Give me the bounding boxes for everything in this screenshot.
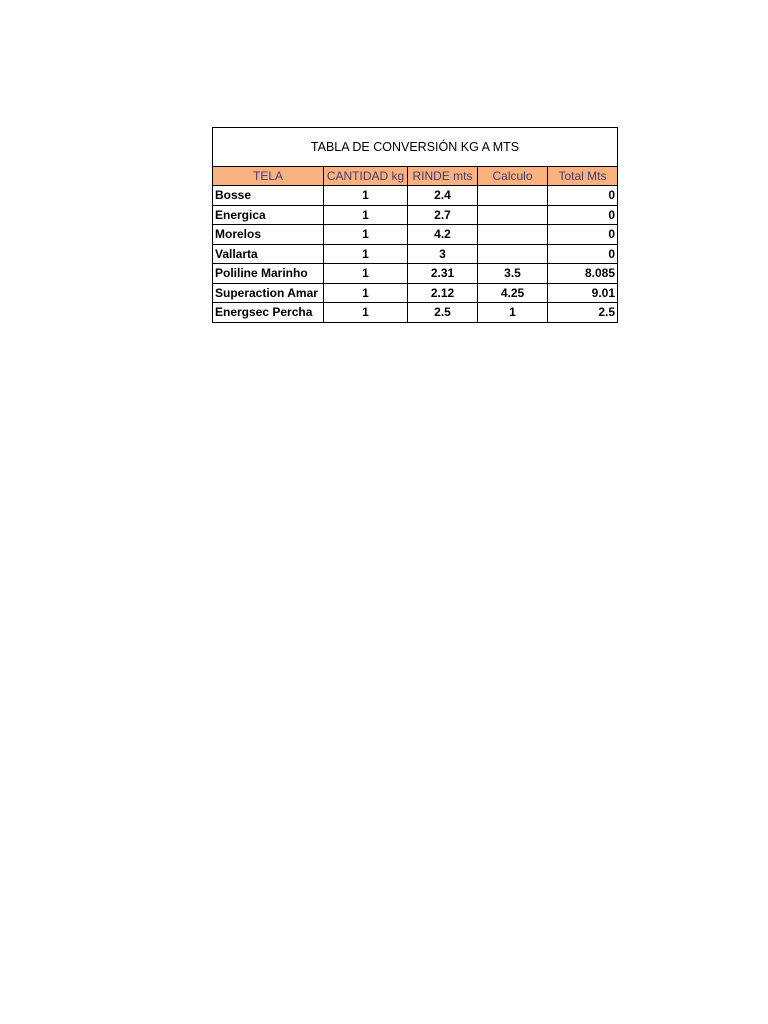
cell-calculo: 1 xyxy=(478,303,548,323)
cell-rinde: 2.4 xyxy=(408,186,478,206)
cell-calculo: 4.25 xyxy=(478,283,548,303)
cell-calculo xyxy=(478,225,548,245)
cell-cantidad: 1 xyxy=(324,303,408,323)
cell-total: 0 xyxy=(548,186,618,206)
cell-cantidad: 1 xyxy=(324,264,408,284)
cell-cantidad: 1 xyxy=(324,283,408,303)
cell-total: 0 xyxy=(548,225,618,245)
table-row xyxy=(213,283,618,303)
cell-rinde: 2.12 xyxy=(408,283,478,303)
table-row xyxy=(213,225,618,245)
table-title: TABLA DE CONVERSIÓN KG A MTS xyxy=(213,128,618,167)
cell-calculo xyxy=(478,244,548,264)
cell-total: 0 xyxy=(548,205,618,225)
cell-calculo: 3.5 xyxy=(478,264,548,284)
table-row xyxy=(213,244,618,264)
cell-cantidad: 1 xyxy=(324,186,408,206)
table-row xyxy=(213,186,618,206)
cell-rinde: 3 xyxy=(408,244,478,264)
cell-tela: Bosse xyxy=(213,186,324,206)
table-header-row xyxy=(213,167,618,186)
cell-rinde: 2.5 xyxy=(408,303,478,323)
cell-total: 0 xyxy=(548,244,618,264)
cell-total: 8.085 xyxy=(548,264,618,284)
cell-total: 2.5 xyxy=(548,303,618,323)
table-row xyxy=(213,205,618,225)
table-row xyxy=(213,264,618,284)
conversion-table xyxy=(212,127,618,323)
cell-tela: Superaction Amar xyxy=(213,283,324,303)
cell-tela: Energica xyxy=(213,205,324,225)
cell-cantidad: 1 xyxy=(324,205,408,225)
table-row xyxy=(213,303,618,323)
header-tela: TELA xyxy=(213,167,324,186)
cell-cantidad: 1 xyxy=(324,225,408,245)
cell-calculo xyxy=(478,186,548,206)
cell-tela: Poliline Marinho xyxy=(213,264,324,284)
cell-tela: Energsec Percha xyxy=(213,303,324,323)
cell-rinde: 2.31 xyxy=(408,264,478,284)
header-rinde: RINDE mts xyxy=(408,167,478,186)
cell-rinde: 2.7 xyxy=(408,205,478,225)
header-cantidad: CANTIDAD kg xyxy=(324,167,408,186)
cell-cantidad: 1 xyxy=(324,244,408,264)
cell-tela: Morelos xyxy=(213,225,324,245)
header-total: Total Mts xyxy=(548,167,618,186)
table-title-row xyxy=(213,128,618,167)
cell-total: 9.01 xyxy=(548,283,618,303)
cell-rinde: 4.2 xyxy=(408,225,478,245)
cell-calculo xyxy=(478,205,548,225)
cell-tela: Vallarta xyxy=(213,244,324,264)
header-calculo: Calculo xyxy=(478,167,548,186)
